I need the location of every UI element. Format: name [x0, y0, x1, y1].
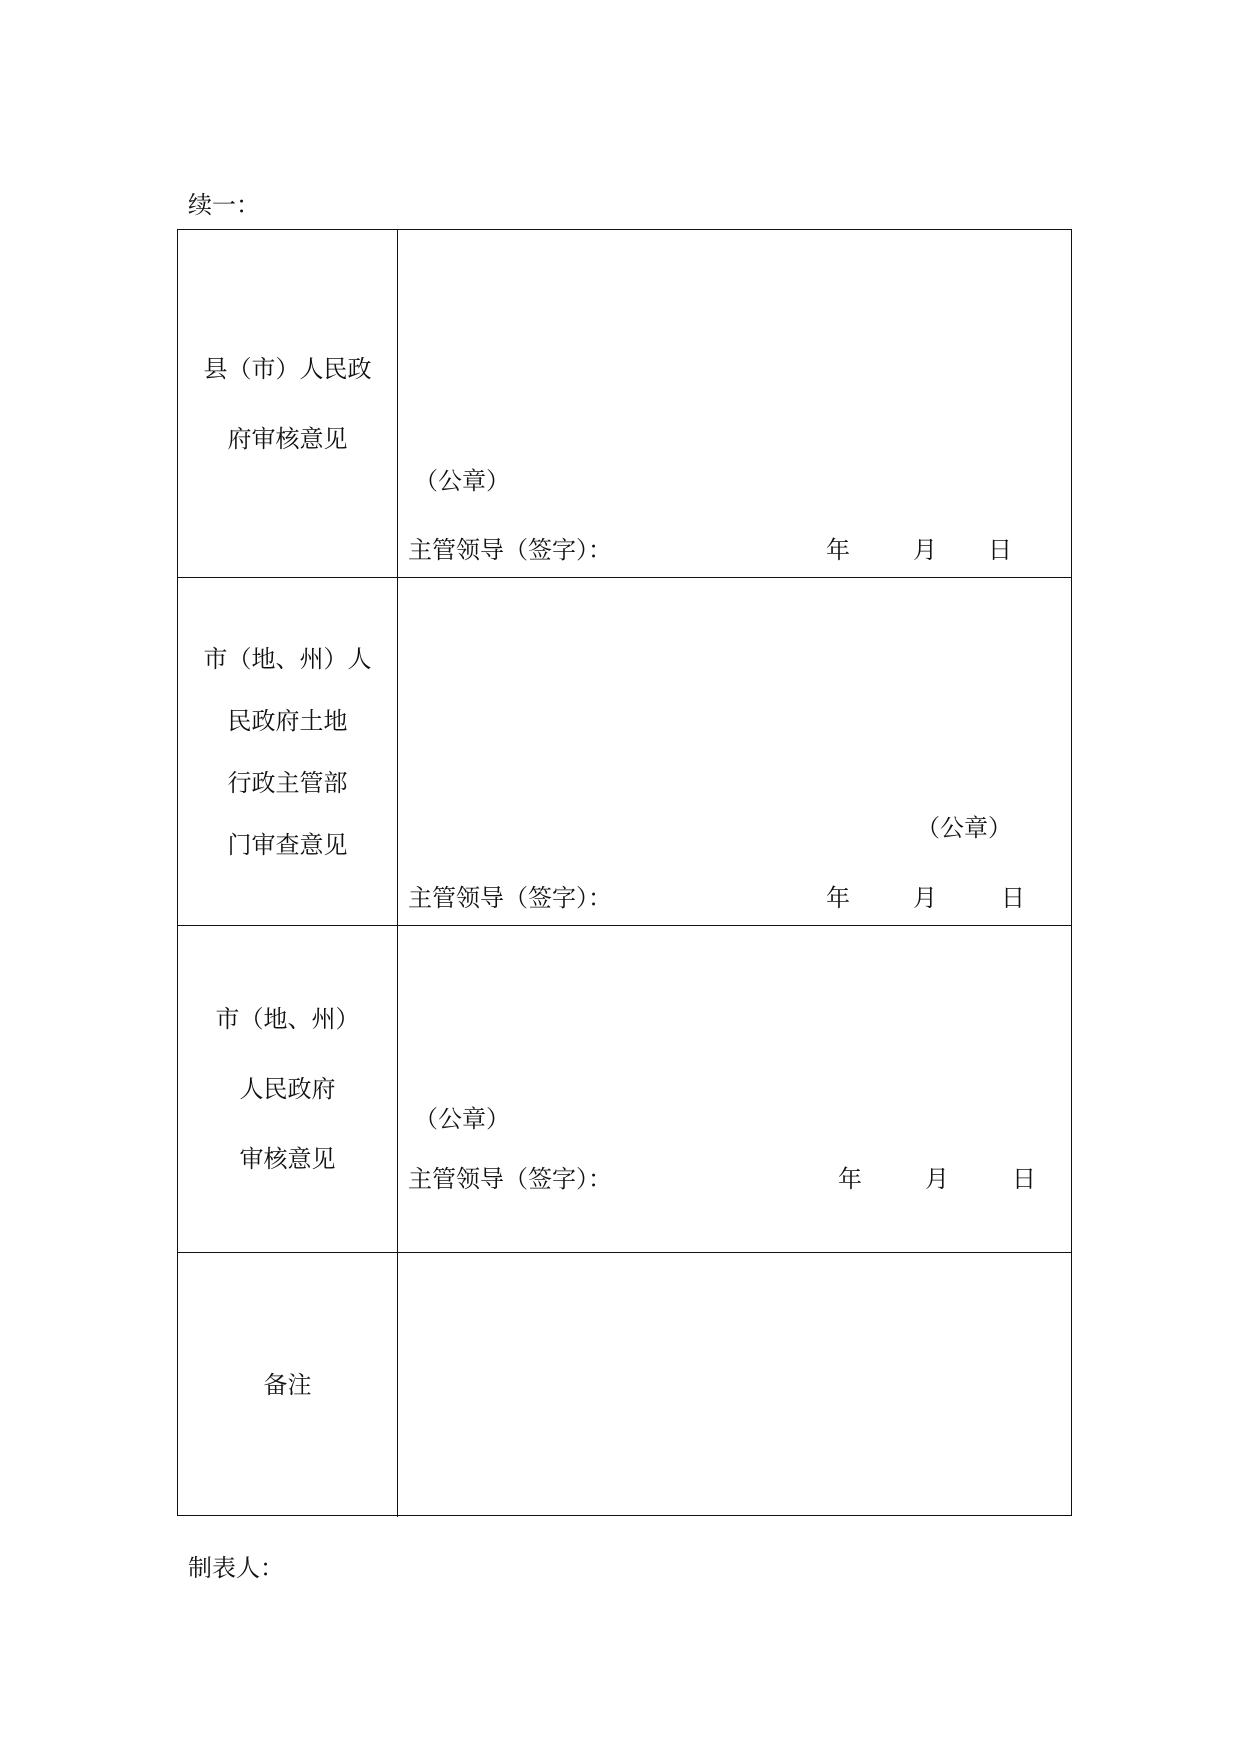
page-heading: 续一：: [188, 191, 260, 219]
date-year-label: 年: [826, 884, 850, 912]
label-line: 市（地、州）: [215, 1005, 360, 1033]
signature-label: 主管领导（签字）：: [408, 884, 612, 912]
content-cell-remarks[interactable]: [398, 1253, 1071, 1517]
date-day-label: 日: [1001, 884, 1025, 912]
date-month-label: 月: [913, 536, 937, 564]
official-seal-text: （公章）: [414, 467, 510, 495]
date-year-label: 年: [838, 1165, 862, 1193]
label-cell-land-department-review: [178, 578, 398, 925]
content-cell-prefecture-review[interactable]: [398, 926, 1071, 1252]
label-line: 县（市）人民政: [203, 354, 372, 383]
label-cell-prefecture-review: [178, 926, 398, 1252]
table-row-remarks: [178, 1253, 1071, 1517]
table-row-prefecture-review: [178, 926, 1071, 1253]
date-day-label: 日: [1012, 1165, 1036, 1193]
table-row-land-department-review: [178, 578, 1071, 926]
signature-label: 主管领导（签字）：: [408, 536, 612, 564]
content-cell-land-department-review[interactable]: [398, 578, 1071, 925]
label-line: 门审查意见: [227, 830, 348, 859]
label-line: 人民政府: [239, 1075, 336, 1103]
label-line: 行政主管部: [227, 768, 348, 797]
content-cell-county-review[interactable]: [398, 230, 1071, 577]
official-seal-text: （公章）: [414, 1105, 510, 1133]
label-line: 府审核意见: [227, 424, 348, 453]
label-cell-county-review: [178, 230, 398, 577]
label-line: 民政府土地: [227, 706, 348, 735]
label-line: 审核意见: [239, 1145, 336, 1173]
table-row-county-review: [178, 230, 1071, 578]
label-cell-remarks: [178, 1253, 398, 1517]
date-month-label: 月: [913, 884, 937, 912]
signature-label: 主管领导（签字）：: [408, 1165, 612, 1193]
label-line: 市（地、州）人: [203, 644, 372, 673]
date-day-label: 日: [988, 536, 1012, 564]
official-seal-text: （公章）: [916, 814, 1012, 842]
form-maker-label: 制表人：: [188, 1554, 284, 1582]
review-form-table: [177, 229, 1072, 1516]
date-month-label: 月: [925, 1165, 949, 1193]
date-year-label: 年: [826, 536, 850, 564]
label-line: 备注: [263, 1371, 312, 1399]
